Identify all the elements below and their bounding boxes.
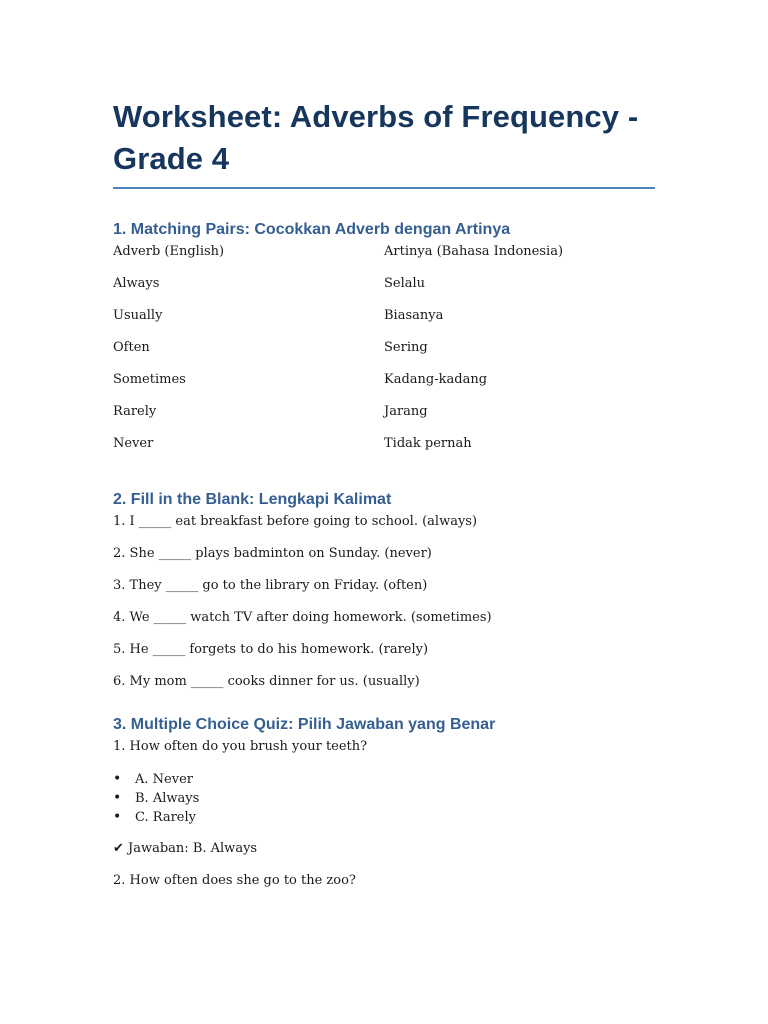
adverb-cell: Usually <box>113 308 163 323</box>
quiz-answer: ✔ Jawaban: B. Always <box>113 841 258 856</box>
title-line-1: Worksheet: Adverbs of Frequency - <box>113 99 639 134</box>
adverb-cell: Sometimes <box>113 372 186 387</box>
adverb-cell: Rarely <box>113 404 157 419</box>
matching-header-adverb: Adverb (English) <box>113 244 225 259</box>
quiz-option <box>113 770 655 789</box>
matching-header-meaning: Artinya (Bahasa Indonesia) <box>384 244 564 259</box>
title-line-2: Grade 4 <box>113 141 230 176</box>
meaning-cell: Tidak pernah <box>384 436 472 451</box>
meaning-cell: Selalu <box>384 276 426 291</box>
adverb-cell: Often <box>113 340 150 355</box>
matching-row <box>113 339 655 371</box>
quiz-option <box>113 808 655 827</box>
adverb-cell: Never <box>113 436 154 451</box>
fill-blank-item: 6. My mom _____ cooks dinner for us. (usually) <box>113 674 420 689</box>
fill-blank-item: 4. We _____ watch TV after doing homework. (sometimes) <box>113 610 492 625</box>
meaning-cell: Biasanya <box>384 308 444 323</box>
fill-blank-item: 5. He _____ forgets to do his homework. (rarely) <box>113 642 429 657</box>
quiz-option-label: A. Never <box>135 772 193 787</box>
matching-header-row <box>113 243 655 275</box>
section1-heading: 1. Matching Pairs: Cocokkan Adverb dengan Artinya <box>113 221 511 238</box>
meaning-cell: Sering <box>384 340 428 355</box>
quiz-question-1: 1. How often do you brush your teeth? <box>113 739 368 754</box>
matching-row <box>113 435 655 467</box>
adverb-cell: Always <box>113 276 160 291</box>
matching-row <box>113 371 655 403</box>
quiz-question-2: 2. How often does she go to the zoo? <box>113 873 356 888</box>
matching-row <box>113 275 655 307</box>
fill-blank-item: 2. She _____ plays badminton on Sunday. (never) <box>113 546 432 561</box>
fill-blank-item: 1. I _____ eat breakfast before going to school. (always) <box>113 514 478 529</box>
meaning-cell: Jarang <box>384 404 428 419</box>
quiz-option-label: C. Rarely <box>135 810 196 825</box>
matching-table <box>113 243 655 467</box>
document-title <box>113 96 655 189</box>
meaning-cell: Kadang-kadang <box>384 372 488 387</box>
section3-heading: 3. Multiple Choice Quiz: Pilih Jawaban yang Benar <box>113 716 496 733</box>
quiz-option-label: B. Always <box>135 791 200 806</box>
matching-row <box>113 403 655 435</box>
bullet-icon: • <box>113 771 122 787</box>
quiz-option <box>113 789 655 808</box>
matching-row <box>113 307 655 339</box>
fill-blank-item: 3. They _____ go to the library on Friday. (often) <box>113 578 428 593</box>
bullet-icon: • <box>113 809 122 825</box>
document-page <box>113 96 655 904</box>
quiz-options-list <box>113 770 655 827</box>
fill-blank-list <box>113 513 655 705</box>
bullet-icon: • <box>113 790 122 806</box>
section2-heading: 2. Fill in the Blank: Lengkapi Kalimat <box>113 491 392 508</box>
